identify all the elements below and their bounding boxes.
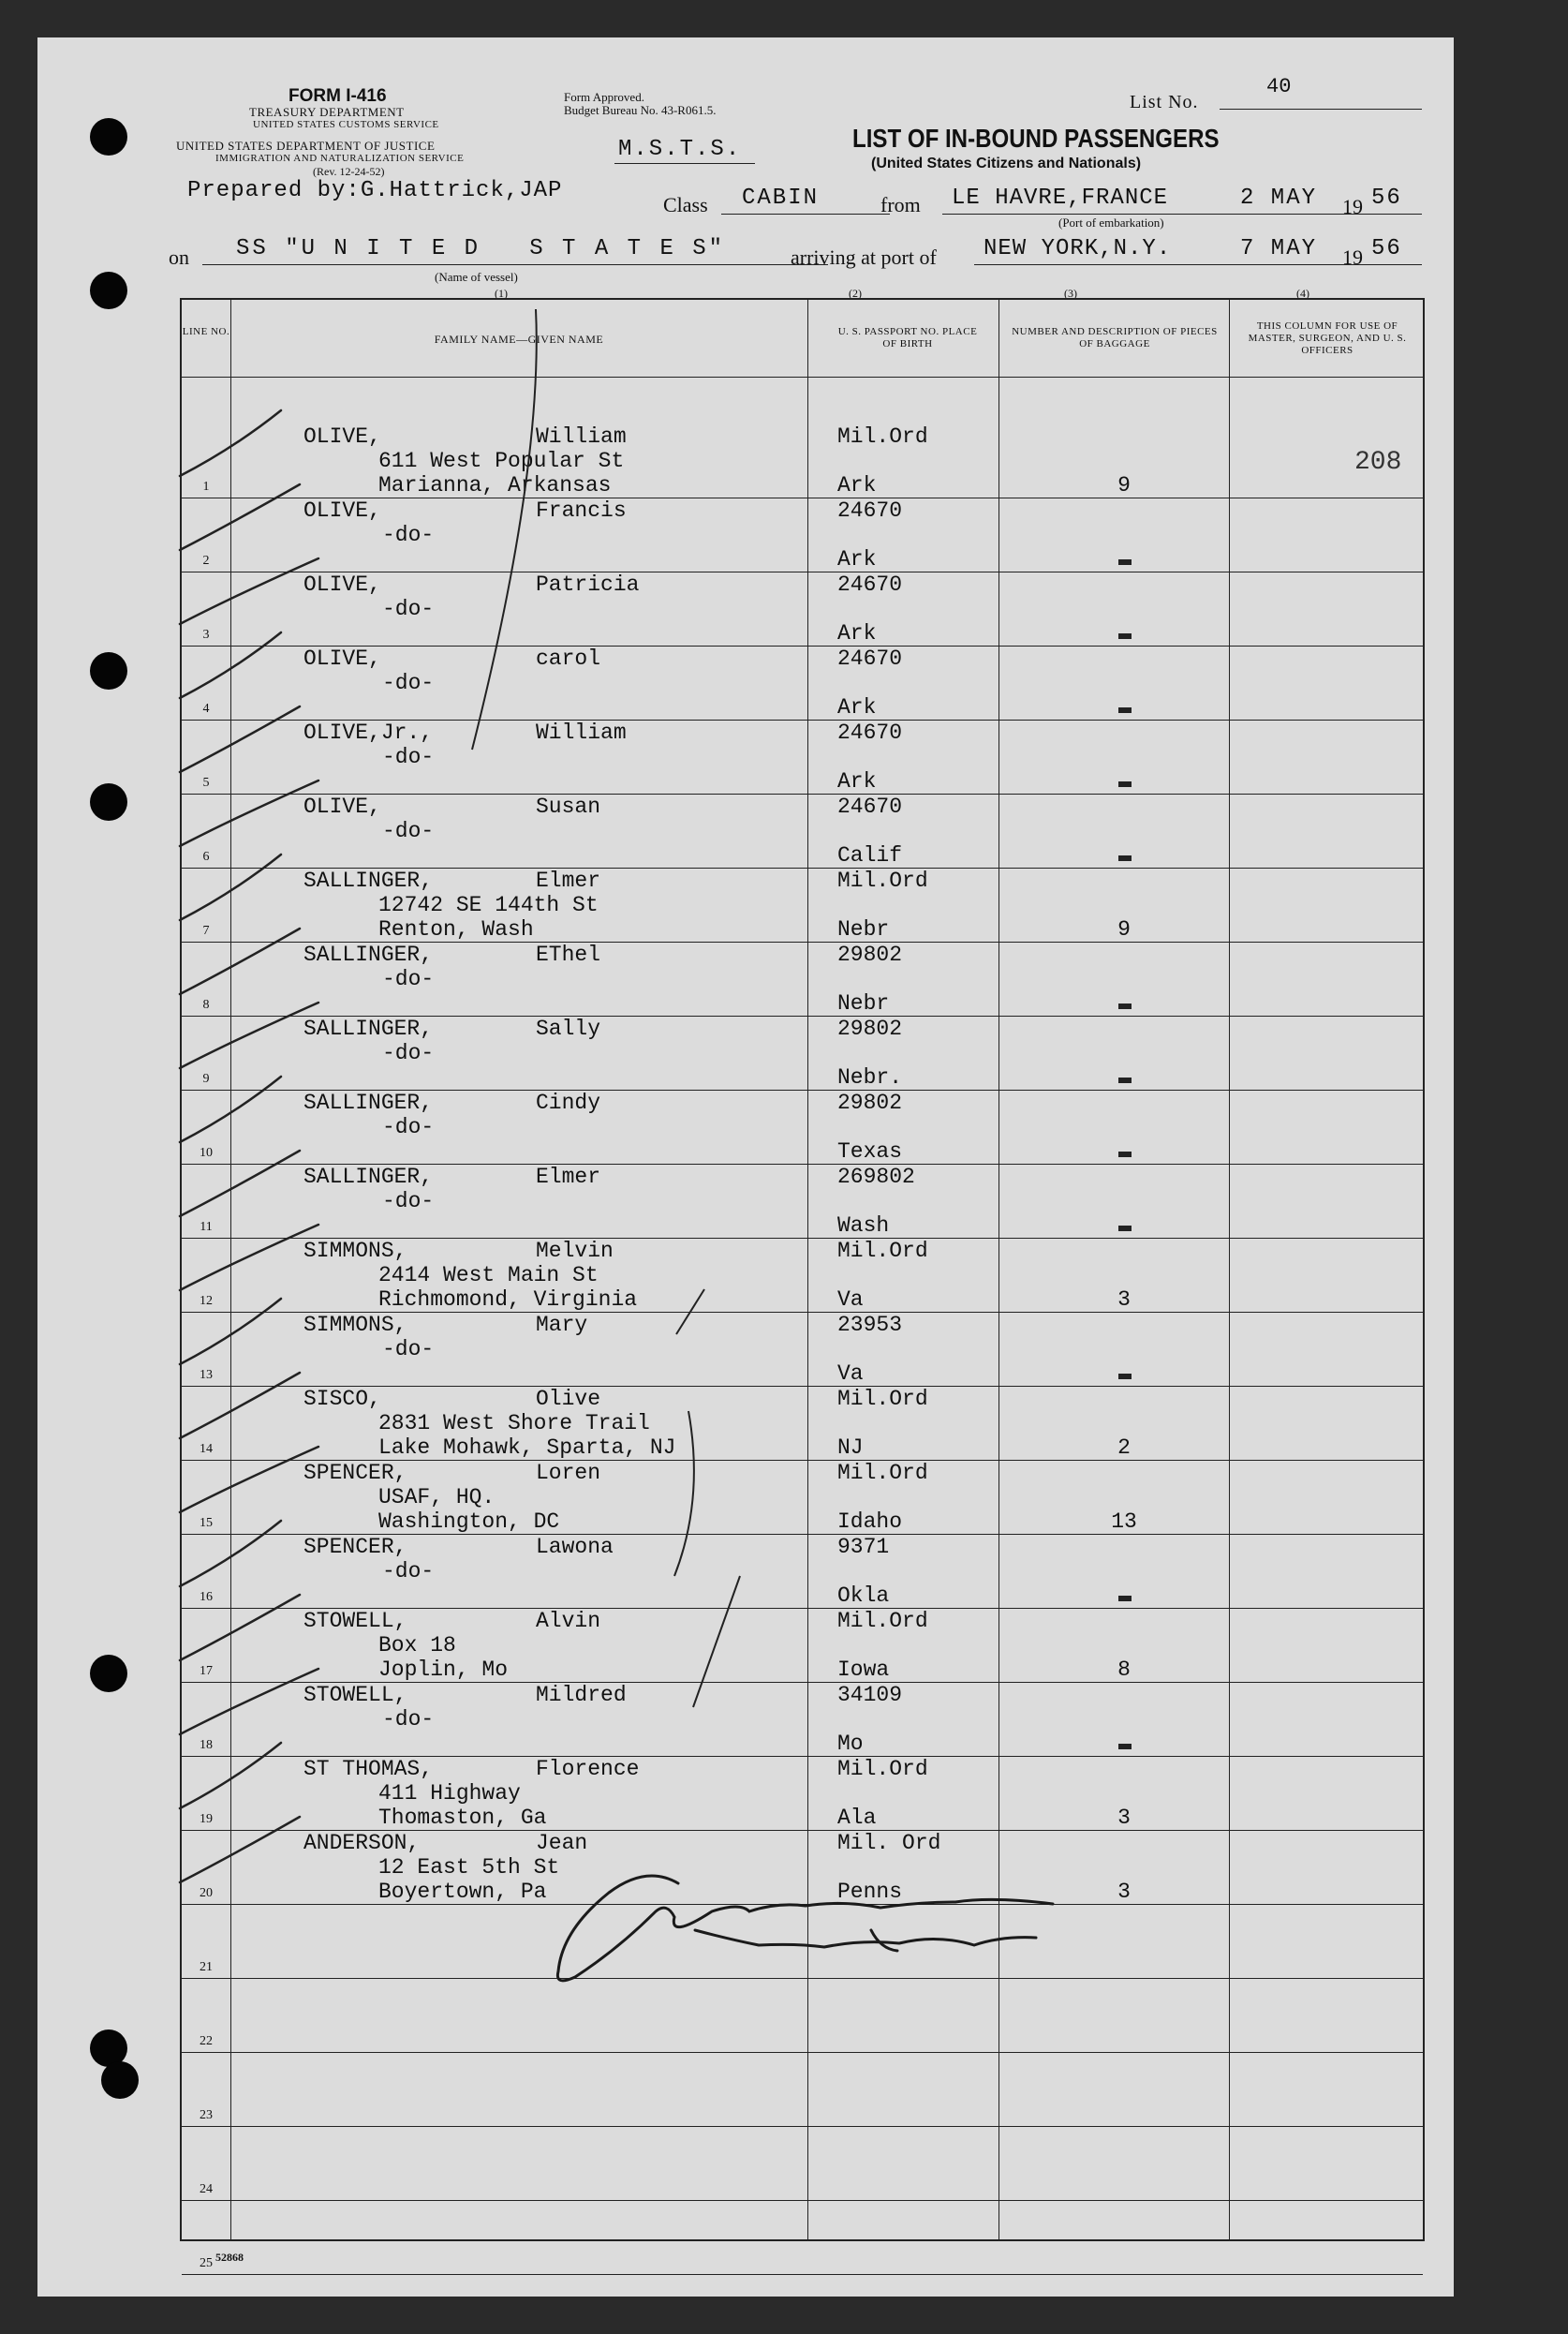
family-name: SALLINGER, <box>303 1017 434 1041</box>
col-header-officers: THIS COLUMN FOR USE OF MASTER, SURGEON, AND U. S. OFFICERS <box>1248 320 1407 356</box>
line-number: 17 <box>200 1664 213 1678</box>
line-number: 4 <box>202 702 210 716</box>
family-name: SPENCER, <box>303 1535 407 1559</box>
place-of-birth: Ark <box>837 621 877 646</box>
passport-number: Mil. Ord <box>837 1831 941 1855</box>
baggage-count: 3 <box>1117 1287 1131 1312</box>
col-num-2: (2) <box>849 287 862 300</box>
baggage-count: 3 <box>1117 1880 1131 1904</box>
vessel-name: SS "U N I T E D S T A T E S" <box>236 236 726 261</box>
place-of-birth: Va <box>837 1361 864 1386</box>
given-name: Olive <box>536 1387 601 1411</box>
line-number: 24 <box>200 2182 213 2196</box>
given-name: Alvin <box>536 1609 601 1633</box>
from-port: LE HAVRE,FRANCE <box>952 186 1169 211</box>
year-prefix: 19 <box>1342 195 1363 218</box>
family-name: OLIVE, <box>303 572 381 597</box>
line-number: 16 <box>200 1590 213 1604</box>
baggage-dash <box>1118 855 1132 861</box>
family-name: SIMMONS, <box>303 1239 407 1263</box>
baggage-count: 9 <box>1117 917 1131 942</box>
line-number: 10 <box>200 1146 213 1160</box>
passport-number: Mil.Ord <box>837 1461 928 1485</box>
address-line-1: 12 East 5th St <box>378 1855 560 1880</box>
col-num-1: (1) <box>495 287 508 300</box>
customs-service: UNITED STATES CUSTOMS SERVICE <box>253 119 439 130</box>
address-line-2: Renton, Wash <box>378 917 534 942</box>
line-number: 6 <box>202 850 210 864</box>
form-number: FORM I-416 <box>288 86 387 106</box>
address-line-1: -do- <box>382 819 435 843</box>
address-line-2: Thomaston, Ga <box>378 1806 547 1830</box>
family-name: SALLINGER, <box>303 1091 434 1115</box>
list-no-label: List No. <box>1130 92 1199 112</box>
line-number: 20 <box>200 1886 213 1900</box>
given-name: William <box>536 424 627 449</box>
baggage-count: 8 <box>1117 1658 1131 1682</box>
given-name: carol <box>536 647 601 671</box>
given-name: Jean <box>536 1831 588 1855</box>
passport-number: Mil.Ord <box>837 869 928 893</box>
family-name: STOWELL, <box>303 1683 407 1707</box>
address-line-1: -do- <box>382 1559 435 1583</box>
address-line-2: Lake Mohawk, Sparta, NJ <box>378 1435 676 1460</box>
passport-number: 29802 <box>837 1091 903 1115</box>
family-name: STOWELL, <box>303 1609 407 1633</box>
address-line-2: Richmomond, Virginia <box>378 1287 638 1312</box>
given-name: Susan <box>536 795 601 819</box>
baggage-dash <box>1118 1596 1132 1601</box>
place-of-birth: Va <box>837 1287 864 1312</box>
given-name: William <box>536 721 627 745</box>
given-name: EThel <box>536 943 601 967</box>
given-name: Cindy <box>536 1091 601 1115</box>
baggage-dash <box>1118 1374 1132 1379</box>
arrival-year: 56 <box>1371 236 1402 261</box>
baggage-count: 3 <box>1117 1806 1131 1830</box>
ins-service: IMMIGRATION AND NATURALIZATION SERVICE <box>215 153 465 164</box>
family-name: SPENCER, <box>303 1461 407 1485</box>
address-line-1: -do- <box>382 597 435 621</box>
passport-number: 34109 <box>837 1683 903 1707</box>
col-header-name: FAMILY NAME—GIVEN NAME <box>434 333 604 346</box>
address-line-1: 611 West Popular St <box>378 449 625 473</box>
address-line-1: 411 Highway <box>378 1781 521 1806</box>
passport-number: 24670 <box>837 795 903 819</box>
from-label: from <box>880 193 921 216</box>
line-number: 15 <box>200 1516 213 1530</box>
family-name: SIMMONS, <box>303 1313 407 1337</box>
depart-year: 56 <box>1371 186 1402 211</box>
line-number: 19 <box>200 1812 213 1826</box>
document-page <box>37 37 1454 2297</box>
address-line-1: -do- <box>382 1337 435 1361</box>
passport-number: 269802 <box>837 1165 915 1189</box>
place-of-birth: Nebr. <box>837 1065 903 1090</box>
passport-number: 29802 <box>837 1017 903 1041</box>
dept-treasury: TREASURY DEPARTMENT <box>249 105 405 119</box>
given-name: Mary <box>536 1313 588 1337</box>
given-name: Elmer <box>536 1165 601 1189</box>
place-of-birth: Idaho <box>837 1509 903 1534</box>
arrival-port: NEW YORK,N.Y. <box>984 236 1172 261</box>
line-number: 14 <box>200 1442 213 1456</box>
given-name: Melvin <box>536 1239 614 1263</box>
address-line-1: -do- <box>382 1707 435 1732</box>
line-number: 9 <box>202 1072 210 1086</box>
baggage-dash <box>1118 1226 1132 1231</box>
place-of-birth: Mo <box>837 1732 864 1756</box>
line-number: 5 <box>202 776 210 790</box>
given-name: Sally <box>536 1017 601 1041</box>
baggage-dash <box>1118 559 1132 565</box>
msts-mark: M.S.T.S. <box>618 137 742 162</box>
baggage-count: 9 <box>1117 473 1131 498</box>
budget-bureau: Budget Bureau No. 43-R061.5. <box>564 103 717 117</box>
place-of-birth: Nebr <box>837 991 890 1016</box>
line-number: 18 <box>200 1738 213 1752</box>
passport-number: Mil.Ord <box>837 1757 928 1781</box>
year-prefix-arrival: 19 <box>1342 245 1363 269</box>
depart-date: 2 MAY <box>1240 186 1318 211</box>
place-of-birth: Okla <box>837 1583 890 1608</box>
port-embark-note: (Port of embarkation) <box>1058 216 1164 230</box>
punch-hole <box>90 272 127 309</box>
line-number: 13 <box>200 1368 213 1382</box>
punch-hole <box>101 2061 139 2099</box>
place-of-birth: Ark <box>837 547 877 572</box>
passport-number: Mil.Ord <box>837 424 928 449</box>
family-name: SISCO, <box>303 1387 381 1411</box>
address-line-2: Boyertown, Pa <box>378 1880 547 1904</box>
prepared-by: Prepared by:G.Hattrick,JAP <box>187 178 563 203</box>
address-line-1: 2414 West Main St <box>378 1263 599 1287</box>
family-name: OLIVE, <box>303 424 381 449</box>
baggage-dash <box>1118 1152 1132 1157</box>
class-value: CABIN <box>742 186 820 211</box>
passport-number: 23953 <box>837 1313 903 1337</box>
family-name: OLIVE,Jr., <box>303 721 434 745</box>
line-number: 21 <box>200 1960 213 1974</box>
arrival-date: 7 MAY <box>1240 236 1318 261</box>
col-num-4: (4) <box>1296 287 1309 300</box>
address-line-1: USAF, HQ. <box>378 1485 496 1509</box>
given-name: Florence <box>536 1757 640 1781</box>
passport-number: Mil.Ord <box>837 1387 928 1411</box>
place-of-birth: NJ <box>837 1435 864 1460</box>
place-of-birth: Ark <box>837 473 877 498</box>
passport-number: 24670 <box>837 572 903 597</box>
family-name: SALLINGER, <box>303 869 434 893</box>
line-number: 23 <box>200 2108 213 2122</box>
list-no-value: 40 <box>1266 75 1292 98</box>
on-label: on <box>169 245 189 269</box>
officer-note: 208 <box>1354 448 1402 477</box>
place-of-birth: Penns <box>837 1880 903 1904</box>
family-name: ANDERSON, <box>303 1831 421 1855</box>
line-number: 7 <box>202 924 210 938</box>
family-name: ST THOMAS, <box>303 1757 434 1781</box>
given-name: Loren <box>536 1461 601 1485</box>
address-line-1: -do- <box>382 1189 435 1213</box>
class-label: Class <box>663 193 708 216</box>
given-name: Francis <box>536 498 627 523</box>
arriving-label: arriving at port of <box>791 245 937 269</box>
passport-number: 29802 <box>837 943 903 967</box>
passport-number: 24670 <box>837 647 903 671</box>
address-line-2: Marianna, Arkansas <box>378 473 612 498</box>
page-title: LIST OF IN-BOUND PASSENGERS <box>852 124 1220 153</box>
baggage-dash <box>1118 633 1132 639</box>
address-line-1: 2831 West Shore Trail <box>378 1411 650 1435</box>
line-number: 1 <box>202 480 210 494</box>
line-number: 12 <box>200 1294 213 1308</box>
family-name: SALLINGER, <box>303 1165 434 1189</box>
revision-date: (Rev. 12-24-52) <box>313 165 385 178</box>
family-name: OLIVE, <box>303 647 381 671</box>
passport-number: Mil.Ord <box>837 1609 928 1633</box>
place-of-birth: Texas <box>837 1139 903 1164</box>
passport-number: 24670 <box>837 721 903 745</box>
passport-number: 9371 <box>837 1535 890 1559</box>
dept-justice: UNITED STATES DEPARTMENT OF JUSTICE <box>176 139 436 153</box>
line-number: 11 <box>200 1220 213 1234</box>
punch-hole <box>90 118 127 156</box>
place-of-birth: Calif <box>837 843 903 868</box>
line-number: 8 <box>202 998 210 1012</box>
col-header-line: LINE NO. <box>182 326 230 337</box>
passport-number: 24670 <box>837 498 903 523</box>
family-name: OLIVE, <box>303 795 381 819</box>
address-line-1: 12742 SE 144th St <box>378 893 599 917</box>
punch-hole <box>90 783 127 821</box>
address-line-1: -do- <box>382 523 435 547</box>
place-of-birth: Nebr <box>837 917 890 942</box>
address-line-1: -do- <box>382 1041 435 1065</box>
address-line-1: Box 18 <box>378 1633 456 1658</box>
address-line-2: Washington, DC <box>378 1509 560 1534</box>
line-number: 3 <box>202 628 210 642</box>
baggage-count: 2 <box>1117 1435 1131 1460</box>
baggage-dash <box>1118 1003 1132 1009</box>
passport-number: Mil.Ord <box>837 1239 928 1263</box>
col-header-baggage: NUMBER AND DESCRIPTION OF PIECES OF BAGGAGE <box>1012 326 1218 349</box>
place-of-birth: Ark <box>837 769 877 794</box>
address-line-2: Joplin, Mo <box>378 1658 509 1682</box>
vessel-note: (Name of vessel) <box>435 270 518 284</box>
line-number: 2 <box>202 554 210 568</box>
line-number: 25 <box>200 2256 213 2270</box>
baggage-dash <box>1118 707 1132 713</box>
family-name: OLIVE, <box>303 498 381 523</box>
place-of-birth: Iowa <box>837 1658 890 1682</box>
baggage-dash <box>1118 1744 1132 1749</box>
given-name: Patricia <box>536 572 640 597</box>
print-code: 52868 <box>215 2251 244 2264</box>
col-header-passport: U. S. PASSPORT NO. PLACE OF BIRTH <box>837 326 978 349</box>
address-line-1: -do- <box>382 745 435 769</box>
address-line-1: -do- <box>382 671 435 695</box>
address-line-1: -do- <box>382 967 435 991</box>
punch-hole <box>90 1655 127 1692</box>
baggage-dash <box>1118 1078 1132 1083</box>
line-number: 22 <box>200 2034 213 2048</box>
page-subtitle: (United States Citizens and Nationals) <box>871 156 1142 171</box>
place-of-birth: Ark <box>837 695 877 720</box>
family-name: SALLINGER, <box>303 943 434 967</box>
given-name: Mildred <box>536 1683 627 1707</box>
form-approved: Form Approved. <box>564 90 644 104</box>
col-num-3: (3) <box>1064 287 1077 300</box>
given-name: Lawona <box>536 1535 614 1559</box>
place-of-birth: Ala <box>837 1806 877 1830</box>
address-line-1: -do- <box>382 1115 435 1139</box>
given-name: Elmer <box>536 869 601 893</box>
baggage-count: 13 <box>1111 1509 1137 1534</box>
punch-hole <box>90 652 127 690</box>
baggage-dash <box>1118 781 1132 787</box>
place-of-birth: Wash <box>837 1213 890 1238</box>
